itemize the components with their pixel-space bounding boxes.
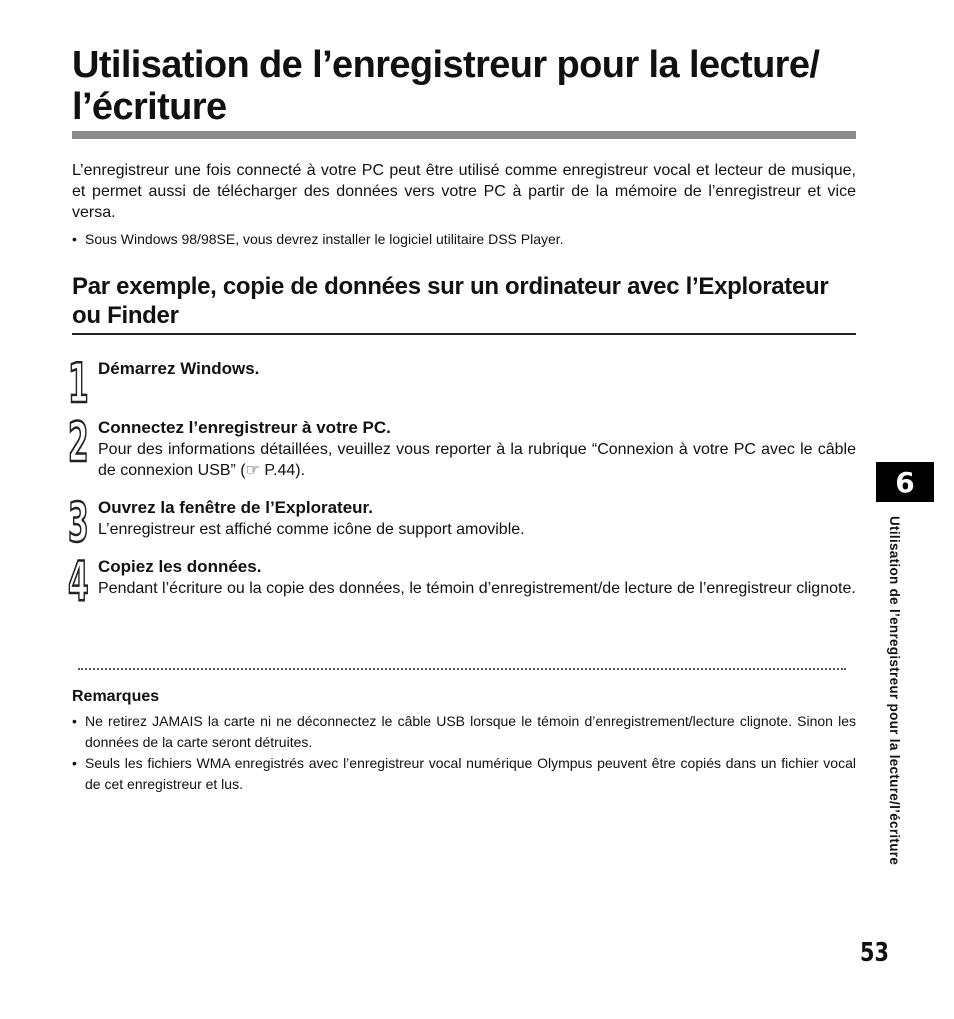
step-description: Pendant l’écriture ou la copie des données, le témoin d’enregistrement/de lecture de l’enregistreur clignote. <box>98 580 856 597</box>
intro-paragraph: L’enregistreur une fois connecté à votre PC peut être utilisé comme enregistreur vocal et lecteur de musique, et permet aussi de télécharger des données vers votre PC à partir de la mémoire de l’enregistreur et vice versa. <box>72 162 856 221</box>
side-chapter-label: Utilisation de l’enregistreur pour la lecture/l’écriture <box>887 516 902 866</box>
step-3 <box>68 491 856 554</box>
step-title: Démarrez Windows. <box>98 359 260 378</box>
step-number: 4 <box>68 550 89 613</box>
step-2 <box>68 411 856 481</box>
step-title: Connectez l’enregistreur à votre PC. <box>98 418 391 437</box>
step-number: 2 <box>68 411 89 474</box>
remarks-list <box>72 711 856 795</box>
chapter-tab: 6 <box>876 462 934 502</box>
remark-item: • Ne retirez JAMAIS la carte ni ne déconnectez le câble USB lorsque le témoin d’enregistrement/lecture clignote. Sinon les données de la carte seront détruites. <box>72 711 856 753</box>
step-number: 1 <box>68 352 89 415</box>
step-1 <box>68 352 856 415</box>
page-number: 53 <box>860 938 889 968</box>
page-title: Utilisation de l’enregistreur pour la lecture/ l’écriture <box>72 44 820 128</box>
remark-item: • Seuls les fichiers WMA enregistrés avec l’enregistreur vocal numérique Olympus peuvent être copiés dans un fichier vocal de cet enregistreur et lus. <box>72 753 856 795</box>
step-number: 3 <box>68 491 89 554</box>
step-4 <box>68 550 856 613</box>
step-description: Pour des informations détaillées, veuillez vous reporter à la rubrique “Connexion à votre PC avec le câble de connexion USB” (☞ P.44). <box>98 441 856 479</box>
dotted-separator <box>78 668 846 670</box>
step-description: L’enregistreur est affiché comme icône de support amovible. <box>98 521 525 538</box>
title-rule <box>72 131 856 139</box>
section-rule <box>72 333 856 335</box>
note-list <box>72 229 856 250</box>
remarks-heading: Remarques <box>72 688 160 705</box>
step-title: Copiez les données. <box>98 557 262 576</box>
step-title: Ouvrez la fenêtre de l’Explorateur. <box>98 498 373 517</box>
section-heading: Par exemple, copie de données sur un ordinateur avec l’Explorateur ou Finder <box>72 273 829 329</box>
note-item: • Sous Windows 98/98SE, vous devrez installer le logiciel utilitaire DSS Player. <box>72 229 856 250</box>
